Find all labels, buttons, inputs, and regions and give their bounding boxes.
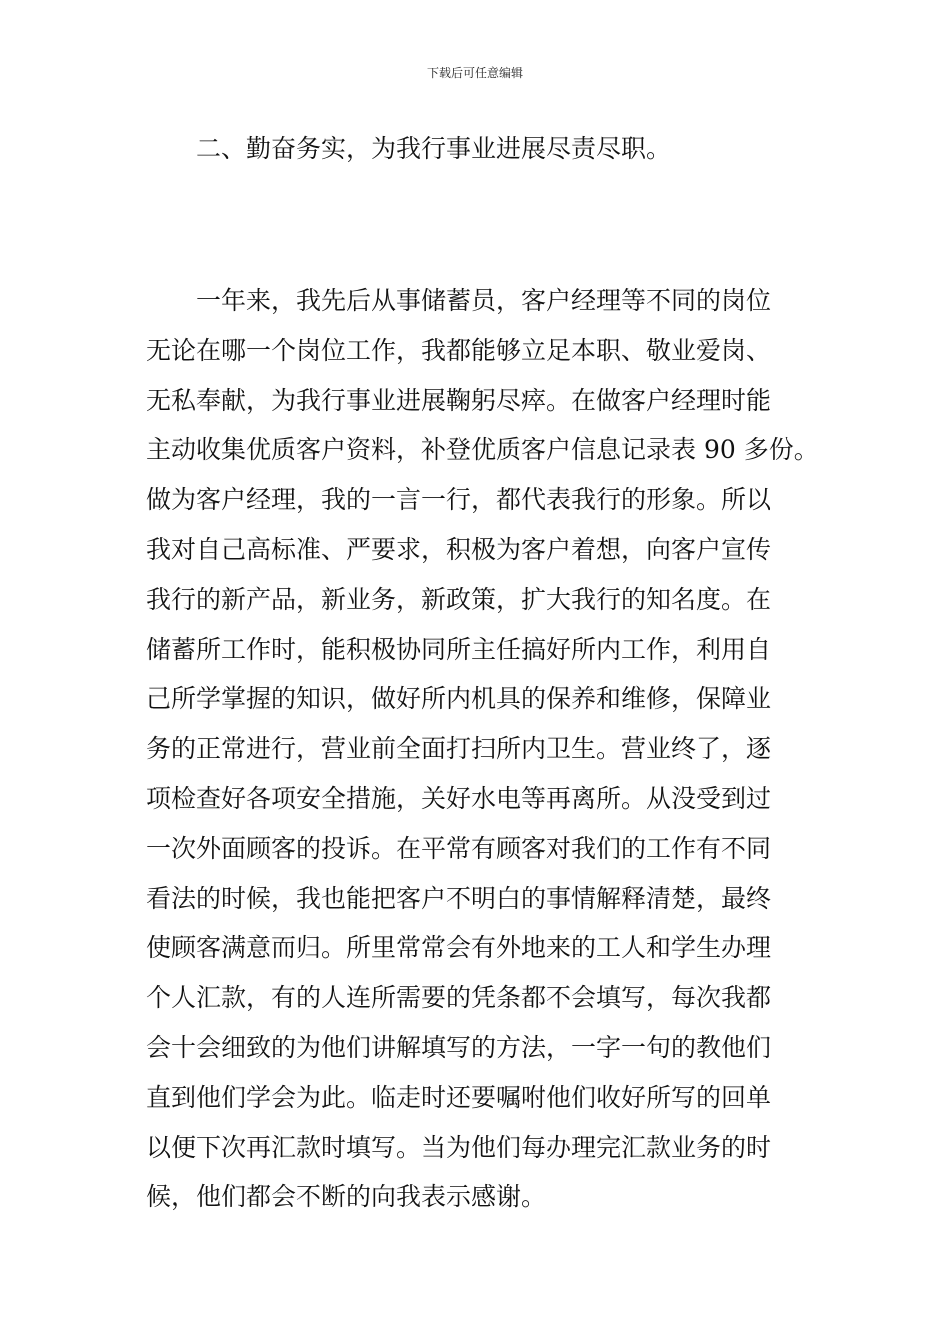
paragraph-line: 一年来，我先后从事储蓄员，客户经理等不同的岗位: [196, 286, 772, 315]
paragraph-line: 看法的时候，我也能把客户不明白的事情解释清楚，最终: [146, 883, 772, 913]
paragraph-line: 以便下次再汇款时填写。当为他们每办理完汇款业务的时: [146, 1132, 772, 1162]
paragraph-line: 无论在哪一个岗位工作，我都能够立足本职、敬业爱岗、: [146, 335, 772, 365]
paragraph-line: 己所学掌握的知识，做好所内机具的保养和维修，保障业: [146, 684, 772, 714]
paragraph-line: 直到他们学会为此。临走时还要嘱咐他们收好所写的回单: [146, 1082, 772, 1112]
paragraph-line: 我对自己高标准、严要求，积极为客户着想，向客户宣传: [146, 534, 772, 564]
paragraph-line: 个人汇款，有的人连所需要的凭条都不会填写，每次我都: [146, 983, 772, 1013]
paragraph-line: 储蓄所工作时，能积极协同所主任搞好所内工作，利用自: [146, 634, 772, 664]
paragraph-line: 主动收集优质客户资料，补登优质客户信息记录表 90 多份。: [146, 435, 819, 465]
paragraph-line: 做为客户经理，我的一言一行，都代表我行的形象。所以: [146, 485, 772, 515]
page-header: 下载后可任意编辑: [426, 66, 523, 80]
paragraph-line: 使顾客满意而归。所里常常会有外地来的工人和学生办理: [146, 933, 772, 963]
paragraph-line: 无私奉献，为我行事业进展鞠躬尽瘁。在做客户经理时能: [146, 385, 772, 415]
paragraph-line: 我行的新产品，新业务，新政策，扩大我行的知名度。在: [146, 584, 772, 614]
paragraph-line: 务的正常进行，营业前全面打扫所内卫生。营业终了，逐: [146, 734, 772, 764]
section-heading: 二、勤奋务实，为我行事业进展尽责尽职。: [196, 134, 672, 163]
paragraph-line: 候，他们都会不断的向我表示感谢。: [146, 1182, 547, 1212]
body-paragraph: [146, 281, 846, 1227]
paragraph-line: 会十会细致的为他们讲解填写的方法，一字一句的教他们: [146, 1032, 772, 1062]
paragraph-line: 一次外面顾客的投诉。在平常有顾客对我们的工作有不同: [146, 833, 772, 863]
paragraph-line: 项检查好各项安全措施，关好水电等再离所。从没受到过: [146, 783, 772, 813]
